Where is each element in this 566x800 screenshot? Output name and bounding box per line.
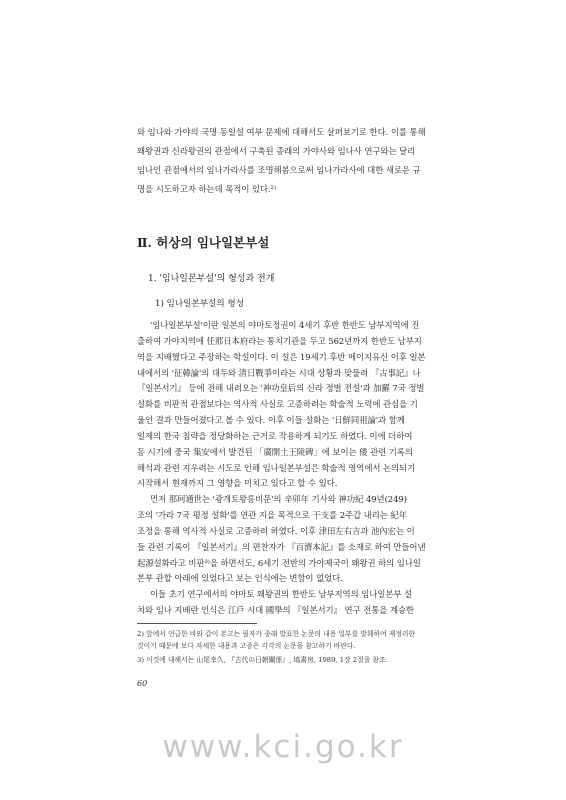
text-line: 본부 관할 아래에 있었다고 보는 인식에는 변함이 없었다.	[137, 573, 343, 583]
footnote-line: 3) 이것에 대해서는 山尾幸久, 『古代の日朝關係』, 塙書房, 1989, 1장 2절을 참조.	[137, 656, 388, 664]
text-line: '임나일본부설'이란 일본의 야마토정권이 4세기 후반 한반도 남부지역에 진	[150, 320, 420, 330]
subsubsection-heading: 1) 임나일본부설의 형성	[155, 299, 244, 309]
text-line: 울인 결과 만들어졌다고 볼 수 있다. 이후 이들 설화는 '日鮮同祖論'과 함께	[137, 415, 405, 425]
text-line: 동 시기에 중국 集安에서 발견된 「廣開土王陵碑」에 보이는 倭 관련 기록의	[137, 447, 413, 457]
section-heading: Ⅱ. 허상의 임나일본부설	[137, 235, 270, 250]
text-line: 일제의 한국 침략을 정당화하는 근거로 작용하게 되기도 하였다. 이에 더하여	[137, 431, 413, 441]
watermark: www.kci.go.kr	[162, 729, 404, 765]
text-line: 와 임나와 가야의 국명 동일설 여부 문제에 대해서도 살펴보기로 한다. 이를 통해	[137, 127, 426, 137]
text-line: 조의 '가라 7국 평정 설화'를 연관 지을 목적으로 干支를 2주갑 내리는 紀年	[137, 510, 408, 520]
text-line: 역을 지배했다고 주장하는 학설이다. 이 설은 19세기 후반 메이지유신 이후 일본	[137, 352, 426, 362]
text-line: 이들 초기 연구에서의 야마토 왜왕권의 한반도 남부지역의 임나일본부 설	[150, 589, 413, 599]
text-line: 치와 임나 지배란 인식은 江戶 시대 國學의 『일본서기』 연구 전통을 계승한	[137, 605, 415, 615]
text-line: 설화를 비판적 관점보다는 역사적 사실로 고증하려는 학술적 노력에 관심을 기	[137, 399, 418, 409]
text-line: 시작해서 현재까지 그 영향을 미치고 있다고 할 수 있다.	[137, 478, 338, 488]
text-line: 起源설화라고 비판³⁾을 하면서도, 6세기 전반의 가야제국이 왜왕권 하의 임나일	[137, 558, 421, 568]
text-line: 들 관련 기록이 『일본서기』의 편찬자가 『百濟本記』를 소재로 하여 만들어낸	[137, 542, 426, 552]
page-number: 60	[137, 679, 148, 688]
text-line: 『일본서기』 등에 전해 내려오는 '神功皇后의 신라 정벌 전설'과 加羅 7국 정벌	[137, 383, 425, 393]
text-line: 조정을 통해 역사적 사실로 고증하려 하였다. 이후 津田左右吉과 池內宏는 이	[137, 526, 415, 536]
footnote-divider	[137, 623, 257, 624]
text-line: 명을 시도하고자 하는데 목적이 있다.²⁾	[137, 184, 276, 194]
text-line: 임나인 관점에서의 임나가라사를 조명해봄으로써 임나가라사에 대한 새로운 규	[137, 165, 421, 175]
text-line: 내에서의 '征韓論'의 대두와 淸日戰爭이라는 시대 상황과 맞물려 『古事記』나	[137, 368, 421, 378]
text-line: 먼저 那珂通世는 '광개토왕릉비문'의 辛卯年 기사와 神功紀 49년(249)	[150, 494, 407, 504]
subsection-heading: 1. '임나일본부설'의 형성과 전개	[148, 274, 275, 284]
text-line: 왜왕권과 신라왕권의 관점에서 구축된 종래의 가야사와 임나사 연구와는 달리	[137, 146, 416, 156]
footnote-line: 2) 앞에서 언급한 바와 같이 본고는 필자가 종래 발표한 논문의 내용 일부를 발췌하여 재정리한	[137, 630, 415, 638]
footnote-line: 것이기 때문에 보다 자세한 내용과 고증은 각각의 논문을 참고하기 바란다.	[137, 642, 356, 650]
text-line: 출하여 가야지역에 任那日本府라는 통치기관을 두고 562년까지 한반도 남부지	[137, 336, 422, 346]
text-line: 해석과 관련 지우려는 시도로 인해 임나일본부설은 학술적 영역에서 논의되기	[137, 463, 416, 473]
